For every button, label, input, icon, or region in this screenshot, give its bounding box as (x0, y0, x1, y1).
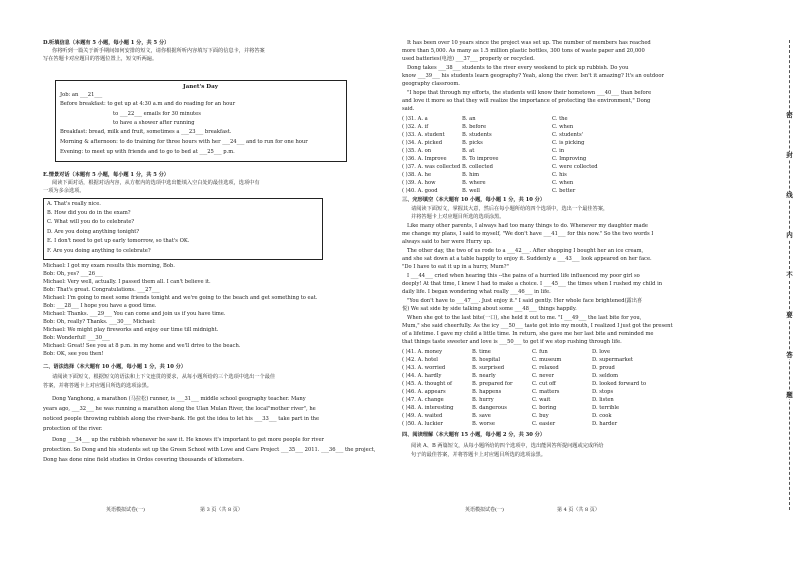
passage-line: "I hope that through my efforts, the students will know their hometown ___40___ than before (407, 90, 652, 96)
option-a: ( )48. A. interesting (402, 405, 454, 411)
option-c: C. relaxed (532, 365, 559, 371)
card-line: Before breakfast: to get up at 4:30 a.m and do reading for an hour (60, 101, 236, 107)
part-three-title: 三、完形填空（本大题有 10 小题，每小题 1 分，共 10 分） (402, 197, 546, 203)
option-d: D. harder (592, 421, 618, 427)
card-line: to have a shower after running (113, 120, 195, 126)
passage-line: more than 5,000. As many as 1.5 million plastic bottles, 300 tons of waste paper and 20,000 (402, 48, 645, 54)
passage-line: deeply! At that time, I knew I had to make a choice. I ___45___ the times when I rushed my child in (402, 281, 663, 287)
section-d-instruction-cont: 写在答题卡对应题目的答题位置上，短文听两遍。 (43, 56, 158, 62)
passage-line: Dong takes ___38___ students to the river every weekend to pick up rubbish. Do you (407, 65, 629, 71)
option-b: B. where (462, 180, 486, 186)
footer-page-number: 第 4 页（共 8 页） (557, 507, 600, 513)
option-d: D. stops (592, 389, 614, 395)
option-c: C. the (552, 116, 568, 122)
option-b: B. him (462, 172, 480, 178)
passage-line: Dong Yanghong, a marathon (马拉松) runner, is ___31___ middle school geography teacher. Many (52, 396, 306, 402)
option-b: B. prepared for (472, 381, 513, 387)
right-page (397, 0, 794, 562)
option-a: ( )39. A. how (402, 180, 436, 186)
option-a: ( )36. A. Improve (402, 156, 447, 162)
seal-char: 内 (786, 231, 793, 239)
card-line: Evening: to meet up with friends and to go to bed at ___25___ p.m. (60, 149, 235, 155)
option-d: D. cook (592, 413, 612, 419)
section-d-title: D.听填信息（本题有 5 小题，每小题 1 分，共 5 分） (43, 40, 170, 46)
dialogue-line: Michael: I'm going to meet some friends tonight and we're going to the beach and get something to eat. (43, 295, 318, 301)
part-four-instruction-cont: 句子的最佳答案，并将答题卡上对应题目所选的选项涂黑。 (411, 452, 546, 458)
section-e-instruction-cont: 一项为多余选项。 (43, 188, 85, 194)
part-three-instruction-cont: 并将答题卡上对应题目所选的选项涂黑。 (411, 214, 505, 220)
option-c: C. boring (532, 405, 557, 411)
option-b: B. collected (462, 164, 493, 170)
passage-line: protection of the river. (43, 426, 103, 432)
option-a: ( )38. A. he (402, 172, 432, 178)
option-item: F. Are you doing anything to celebrate? (47, 248, 151, 254)
option-b: B. at (462, 148, 475, 154)
option-b: B. picks (462, 140, 483, 146)
part-two-instruction: 请阅读下面短文，根据短文的语法和上下文连贯的要求，从每小题所给的三个选项中选出一个最佳 (52, 374, 276, 380)
dialogue-line: Bob: OK, see you then! (43, 351, 104, 357)
card-line: Job: an ___21___ (60, 92, 103, 98)
option-b: B. nearly (472, 373, 496, 379)
passage-line: used batteries(电池) ___37___ properly or recycled. (402, 56, 535, 62)
option-a: ( )41. A. money (402, 349, 443, 355)
option-item: C. What will you do to celebrate? (47, 219, 135, 225)
option-item: E. I don't need to get up early tomorrow, so that's OK. (47, 238, 190, 244)
option-c: C. Improving (552, 156, 587, 162)
passage-line: years ago, ___32___ he was running a marathon along the Ulan Mulan River, the local"mother river", he (43, 406, 316, 412)
option-c: C. students' (552, 132, 584, 138)
option-c: C. when (552, 180, 574, 186)
option-a: ( )37. A. was collected (402, 164, 461, 170)
option-b: B. worse (472, 421, 495, 427)
option-d: D. supermarket (592, 357, 633, 363)
option-c: C. wait (532, 397, 551, 403)
option-c: C. cut off (532, 381, 556, 387)
option-a: ( )49. A. waited (402, 413, 443, 419)
option-d: D. proud (592, 365, 615, 371)
option-b: B. students (462, 132, 492, 138)
passage-line: geography classroom. (402, 81, 460, 87)
passage-line: daily life. I began wondering what really ___46___ in life. (402, 289, 551, 295)
dialogue-line: Michael: Thanks. ___29___ You can come and join us if you have time. (43, 311, 226, 317)
passage-line: It has been over 10 years since the project was set up. The number of members has reached (407, 40, 651, 46)
footer-page-number: 第 3 页（共 8 页） (200, 507, 243, 513)
passage-line: "Do I have to eat it up in a hurry, Mum?" (402, 264, 509, 270)
dialogue-line: Bob: That's great. Congratulations. ___27___ (43, 287, 160, 293)
section-e-title: E.情景对话（本题有 5 小题，每小题 1 分，共 5 分） (43, 172, 169, 178)
dialogue-line: Michael: We might play fireworks and enjoy our time till midnight. (43, 327, 219, 333)
passage-line: know ___39___ his students learn geography? Yeah, along the river. Isn't it amazing? It's an outdoor (402, 73, 664, 79)
seal-char: 封 (786, 151, 793, 159)
passage-line: me change my plans, I said to myself, "We don't have ___41___ for this now." So the two words I (402, 231, 654, 237)
option-item: A. That's really nice. (47, 201, 101, 207)
option-a: ( )46. A. appears (402, 389, 446, 395)
part-three-instruction: 请阅读下面短文，掌握其大意，然后在每小题所给的四个选项中，选出一个最佳答案， (411, 206, 609, 212)
option-b: B. save (472, 413, 491, 419)
dialogue-line: Michael: Great! See you at 8 p.m. in my home and we'll drive to the beach. (43, 343, 241, 349)
option-b: B. dangerous (472, 405, 507, 411)
passage-line: "You don't have to ___47___. Just enjoy it." I said gently. Her whole face brightened(露出喜 (407, 298, 643, 304)
part-four-instruction: 阅读 A、B 两篇短文，从每小题所给的四个选项中，选出能回答所提问题或完成所给 (411, 443, 604, 449)
option-c: C. better (552, 188, 576, 194)
option-a: ( )33. A. student (402, 132, 445, 138)
passage-line: of a lifetime. I gave my child a little time. In return, she gave me her last bite and reminded me (402, 331, 654, 337)
option-item: D. Are you doing anything tonight? (47, 229, 140, 235)
part-two-instruction-cont: 答案，并将答题卡上对应题目所选的选项涂黑。 (43, 383, 152, 389)
option-c: C. when (552, 124, 574, 130)
passage-line: protection. So Dong and his students set up the Green School with Love and Care Project ___35___ 2011. ___36___ the project, (43, 447, 376, 453)
dialogue-line: Bob: Oh, yes? ___26___ (43, 271, 103, 277)
passage-line: always said to her were Hurry up. (402, 239, 492, 245)
passage-line: Dong ___34___ up the rubbish whenever he saw it. He knows it's important to get more people for river (52, 437, 325, 443)
seal-char: 不 (786, 271, 793, 279)
option-b: B. an (462, 116, 476, 122)
option-c: C. is picking (552, 140, 585, 146)
section-d-instruction: 你将听到一篇关于新手期间如何安排的短文，请你根据所听内容填写下面的信息卡，并将答案 (52, 48, 265, 54)
option-c: C. museum (532, 357, 562, 363)
option-c: C. in (552, 148, 565, 154)
info-card-title: Janet's Day (183, 84, 219, 90)
option-b: B. time (472, 349, 491, 355)
option-b: B. before (462, 124, 487, 130)
passage-line: Like many other parents, I always had too many things to do. Whenever my daughter made (407, 223, 648, 229)
option-a: ( )43. A. worried (402, 365, 446, 371)
option-c: C. buy (532, 413, 549, 419)
option-d: D. looked forward to (592, 381, 647, 387)
seal-char: 线 (786, 191, 793, 199)
passage-line: Dong has done nine field studies in Ordos covering thousands of kilometers. (43, 457, 244, 463)
passage-line: The other day, the two of us rode to a ___42___. After shopping I bought her an ice cream, (407, 248, 644, 254)
option-b: B. hurry (472, 397, 494, 403)
passage-line: that things taste sweeter and love is ___50___ to get if we stop rushing through life. (402, 339, 622, 345)
passage-line: noticed people throwing rubbish along the river-bank. He got the idea to let his ___33___ take part in the (43, 416, 320, 422)
option-a: ( )50. A. luckier (402, 421, 443, 427)
dialogue-line: Bob: Oh, really? Thanks. ___30___ Michael: (43, 319, 156, 325)
passage-line: and she sat down at a table happily to enjoy it. Suddenly a ___43___ look appeared on her face. (402, 256, 652, 262)
option-d: D. seldom (592, 373, 619, 379)
footer-exam-name: 英语模拟试卷(一) (106, 507, 145, 513)
option-a: ( )34. A. picked (402, 140, 443, 146)
option-d: D. love (592, 349, 611, 355)
option-b: B. hospital (472, 357, 501, 363)
option-item: B. How did you do in the exam? (47, 210, 131, 216)
option-a: ( )40. A. good (402, 188, 438, 194)
passage-line: and love it more so that they will realize the importance of protecting the environment," Dong (402, 98, 651, 104)
part-two-title: 二、语法选择（本大题有 10 小题，每小题 1 分，共 10 分） (43, 364, 187, 370)
dialogue-line: Michael: I got my exam results this morning, Bob. (43, 263, 175, 269)
passage-line: Mum," she said cheerfully. As the icy ___50___ taste got into my mouth, I realized I just got the present (402, 323, 673, 329)
option-c: C. were collected (552, 164, 598, 170)
option-a: ( )47. A. change (402, 397, 444, 403)
part-four-title: 四、阅读理解（本大题有 15 小题，每小题 2 分，共 30 分） (402, 432, 546, 438)
card-line: to ___22___ emails for 30 minutes (113, 111, 201, 117)
option-a: ( )31. A. a (402, 116, 428, 122)
option-a: ( )42. A. hotel (402, 357, 438, 363)
option-c: C. easier (532, 421, 556, 427)
option-c: C. fun (532, 349, 548, 355)
footer-exam-name: 英语模拟试卷(一) (465, 507, 504, 513)
option-a: ( )44. A. hardly (402, 373, 442, 379)
seal-char: 题 (786, 391, 793, 399)
seal-char: 密 (786, 111, 793, 119)
seal-char: 答 (786, 351, 793, 359)
card-line: Breakfast: bread, milk and fruit, sometimes a ___23___ breakfast. (60, 129, 232, 135)
passage-line: I ___44___ cried when hearing this --the pains of a hurried life influenced my poor girl so (407, 273, 640, 279)
option-c: C. his (552, 172, 567, 178)
passage-line: 悦) We sat side by side talking about some ___48___ things happily. (402, 306, 577, 312)
passage-line: said. (402, 106, 415, 112)
dialogue-line: Michael: Very well, actually. I passed them all. I can't believe it. (43, 279, 211, 285)
option-d: D. listen (592, 397, 614, 403)
option-b: B. To improve (462, 156, 499, 162)
option-b: B. happens (472, 389, 502, 395)
option-b: B. well (462, 188, 480, 194)
dialogue-line: Bob: ___28___ I hope you have a good time. (43, 303, 157, 309)
option-d: D. terrible (592, 405, 620, 411)
card-line: Morning & afternoon: to do training for three hours with her ___24___ and to run for one hour (60, 139, 308, 145)
section-e-instruction: 阅读下面对话，根据对话内容，从方框内的选项中选出能填入空白处的最佳选项，选项中有 (52, 180, 260, 186)
option-a: ( )32. A. if (402, 124, 429, 130)
option-a: ( )45. A. thought of (402, 381, 452, 387)
dialogue-line: Bob: Wonderful! ___30___ (43, 335, 110, 341)
option-c: C. never (532, 373, 554, 379)
option-b: B. surprised (472, 365, 505, 371)
seal-char: 要 (786, 311, 793, 319)
option-c: C. matters (532, 389, 560, 395)
option-a: ( )35. A. on (402, 148, 432, 154)
passage-line: When she got to the last bite(一口), she held it out to me. "I ___49___ the last bite for you, (407, 315, 642, 321)
